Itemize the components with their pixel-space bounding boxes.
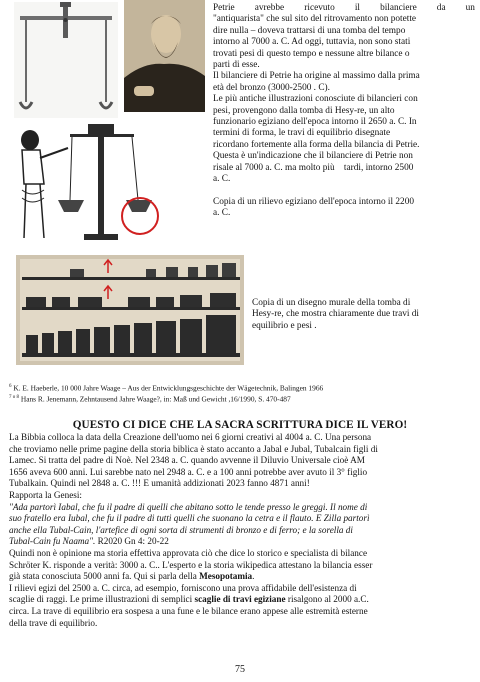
text-line: Hesy-re, che mostra chiaramente due travi di — [252, 309, 420, 320]
page-number: 75 — [235, 664, 245, 675]
text-line: parti di esse. — [213, 60, 260, 71]
text-run: risalgono al 2000 a.C. — [285, 594, 369, 605]
text-line — [9, 594, 475, 606]
mural-caption — [252, 298, 472, 332]
text-line: Le più antiche illustrazioni conosciute di bilancieri con — [213, 94, 418, 105]
text-line: La Bibbia colloca la data della Creazione dell'uomo nei 6 giorni creativi al 4004 a. C. Una persona — [9, 432, 372, 442]
text-line — [9, 571, 475, 583]
text-line: Questa è un'indicazione che il bilanciere di Petrie non — [213, 151, 413, 162]
footnote-text: K. E. Haeberle, 10 000 Jahre Waage – Aus der Entwicklungsgeschichte der Wägetechnik, Balingen 1966 — [13, 383, 324, 393]
text-run: scaglie di raggi. Le prime illustrazioni di semplici — [9, 594, 195, 605]
quote-line: suo fratello era Iubal, che fu il padre di tutti quelli che suonano la cetra e il flauto. E Zilla partorì — [9, 513, 370, 524]
text-word: ricevuto — [304, 3, 335, 13]
balance-beam-photo — [14, 2, 118, 122]
bible-reference: R2020 Gn 4: 20-22 — [95, 536, 169, 547]
text-line: a. C. — [213, 207, 231, 218]
text-line: "antiquarista" che sul sito del ritrovamento non potette — [213, 14, 417, 25]
footnote — [9, 393, 474, 404]
quote-line: anche ella Tubal-Cain, l'artefice di ogni sorta di strumenti di bronzo e di ferro; e la sorella di — [9, 524, 353, 535]
intro-paragraph — [213, 3, 475, 219]
text-line: risale al 7000 a. C. ma molto più tardi, intorno 2500 — [213, 162, 414, 173]
text-line: Copia di un disegno murale della tomba di — [252, 298, 411, 308]
text-word: da — [436, 3, 446, 13]
quote-text: Tubal-Cain fu Naama". — [9, 536, 96, 547]
hesy-re-mural — [16, 255, 244, 365]
text-line: 1656 aveva 600 anni. Lui sarebbe nato nel 2948 a. C. e a 100 anni potrebbe aver avuto il 3° figlio — [9, 466, 368, 477]
text-word: un — [465, 3, 475, 13]
text-line: pesi, provengono dalla tomba di Hesy-re, un alto — [213, 105, 395, 116]
text-line: Lamec. Si tratta del padre di Noè. Nel 2348 a. C. quando avvenne il Diluvio Universale cioè AM — [9, 455, 365, 466]
petrie-portrait — [124, 0, 205, 112]
footnote — [9, 382, 474, 393]
text-word: il — [354, 3, 360, 13]
text-line: a. C. — [213, 174, 231, 185]
text-line: Quindi non è opinione ma storia effettiva approvata ciò che dice lo storico e specialista di bilance — [9, 547, 368, 558]
text-word: bilanciere — [380, 3, 417, 13]
text-line: Schröter K. risponde a verità: 3000 a. C.. L'esperto e la storia wikipedica attestano la bilancia esser — [9, 559, 373, 570]
body-text — [9, 432, 475, 629]
text-line: età del bronzo (3000-2500 . C). — [213, 82, 330, 93]
text-line: che troviamo nelle prime pagine della storia biblica è stato accanto a Jabal e Jubal, Tubalcain figli di — [9, 443, 378, 454]
text-line: funzionario egiziano dell'epoca intorno il 2650 a. C. In — [213, 117, 417, 128]
quote-line — [9, 536, 475, 548]
text-line: equilibrio e pesi . — [252, 320, 317, 331]
text-line: Copia di un rilievo egiziano dell'epoca intorno il 2200 — [213, 196, 414, 207]
text-line: intorno al 7000 a. C. Ad oggi, tuttavia, non sono stati — [213, 37, 411, 48]
text-line: termini di forma, le travi di equilibrio disegnate — [213, 128, 391, 139]
text-word: avrebbe — [254, 3, 285, 13]
text-line: I rilievi egizi del 2500 a. C. circa, ad esempio, forniscono una prova affidabile dell'esistenza di — [9, 582, 357, 593]
footnotes — [9, 382, 474, 405]
text-run: già stata conosciuta 5000 anni fa. Qui si parla della — [9, 571, 200, 582]
text-line: trovati pesi di questo tempo e nessune altre bilance o — [213, 48, 410, 59]
text-line: Il bilanciere di Petrie ha origine al massimo dalla prima — [213, 71, 420, 82]
footnote-text: Hans R. Jenemann, Zehntausend Jahre Waage?, in: Maß und Gewicht ,16/1990, S. 470-487 — [20, 394, 291, 404]
text-line: della trave di equilibrio. — [9, 617, 98, 628]
emphasis-text: Mesopotamia — [199, 571, 253, 582]
section-heading: QUESTO CI DICE CHE LA SACRA SCRITTURA DICE IL VERO! — [72, 419, 408, 431]
text-line: circa. La trave di equilibrio era sospesa a una fune e le bilance erano appese alle estremità esterne — [9, 605, 368, 616]
text-line: ricordano fortemente alla forma della bilancia di Petrie. — [213, 139, 420, 150]
footnote-number: 7 o 8 — [9, 395, 19, 401]
text-line: Rapporta la Genesi: — [9, 489, 82, 500]
footnote-number: 6 — [9, 384, 12, 389]
text-run: . — [252, 571, 255, 582]
egyptian-relief-drawing — [14, 118, 166, 246]
quote-line: "Ada partorì Iabal, che fu il padre di quelli che abitano sotto le tende presso le greggi. Il nome di — [9, 501, 368, 512]
emphasis-text: scaglie di travi egiziane — [194, 594, 286, 605]
text-line: Tubalkain. Quindi nel 2848 a. C. !!! E umanità addizionati 2023 fanno 4871 anni! — [9, 478, 310, 489]
text-line: dire nulla – doveva trattarsi di una tomba del tempo — [213, 25, 406, 36]
text-word: Petrie — [213, 3, 235, 13]
